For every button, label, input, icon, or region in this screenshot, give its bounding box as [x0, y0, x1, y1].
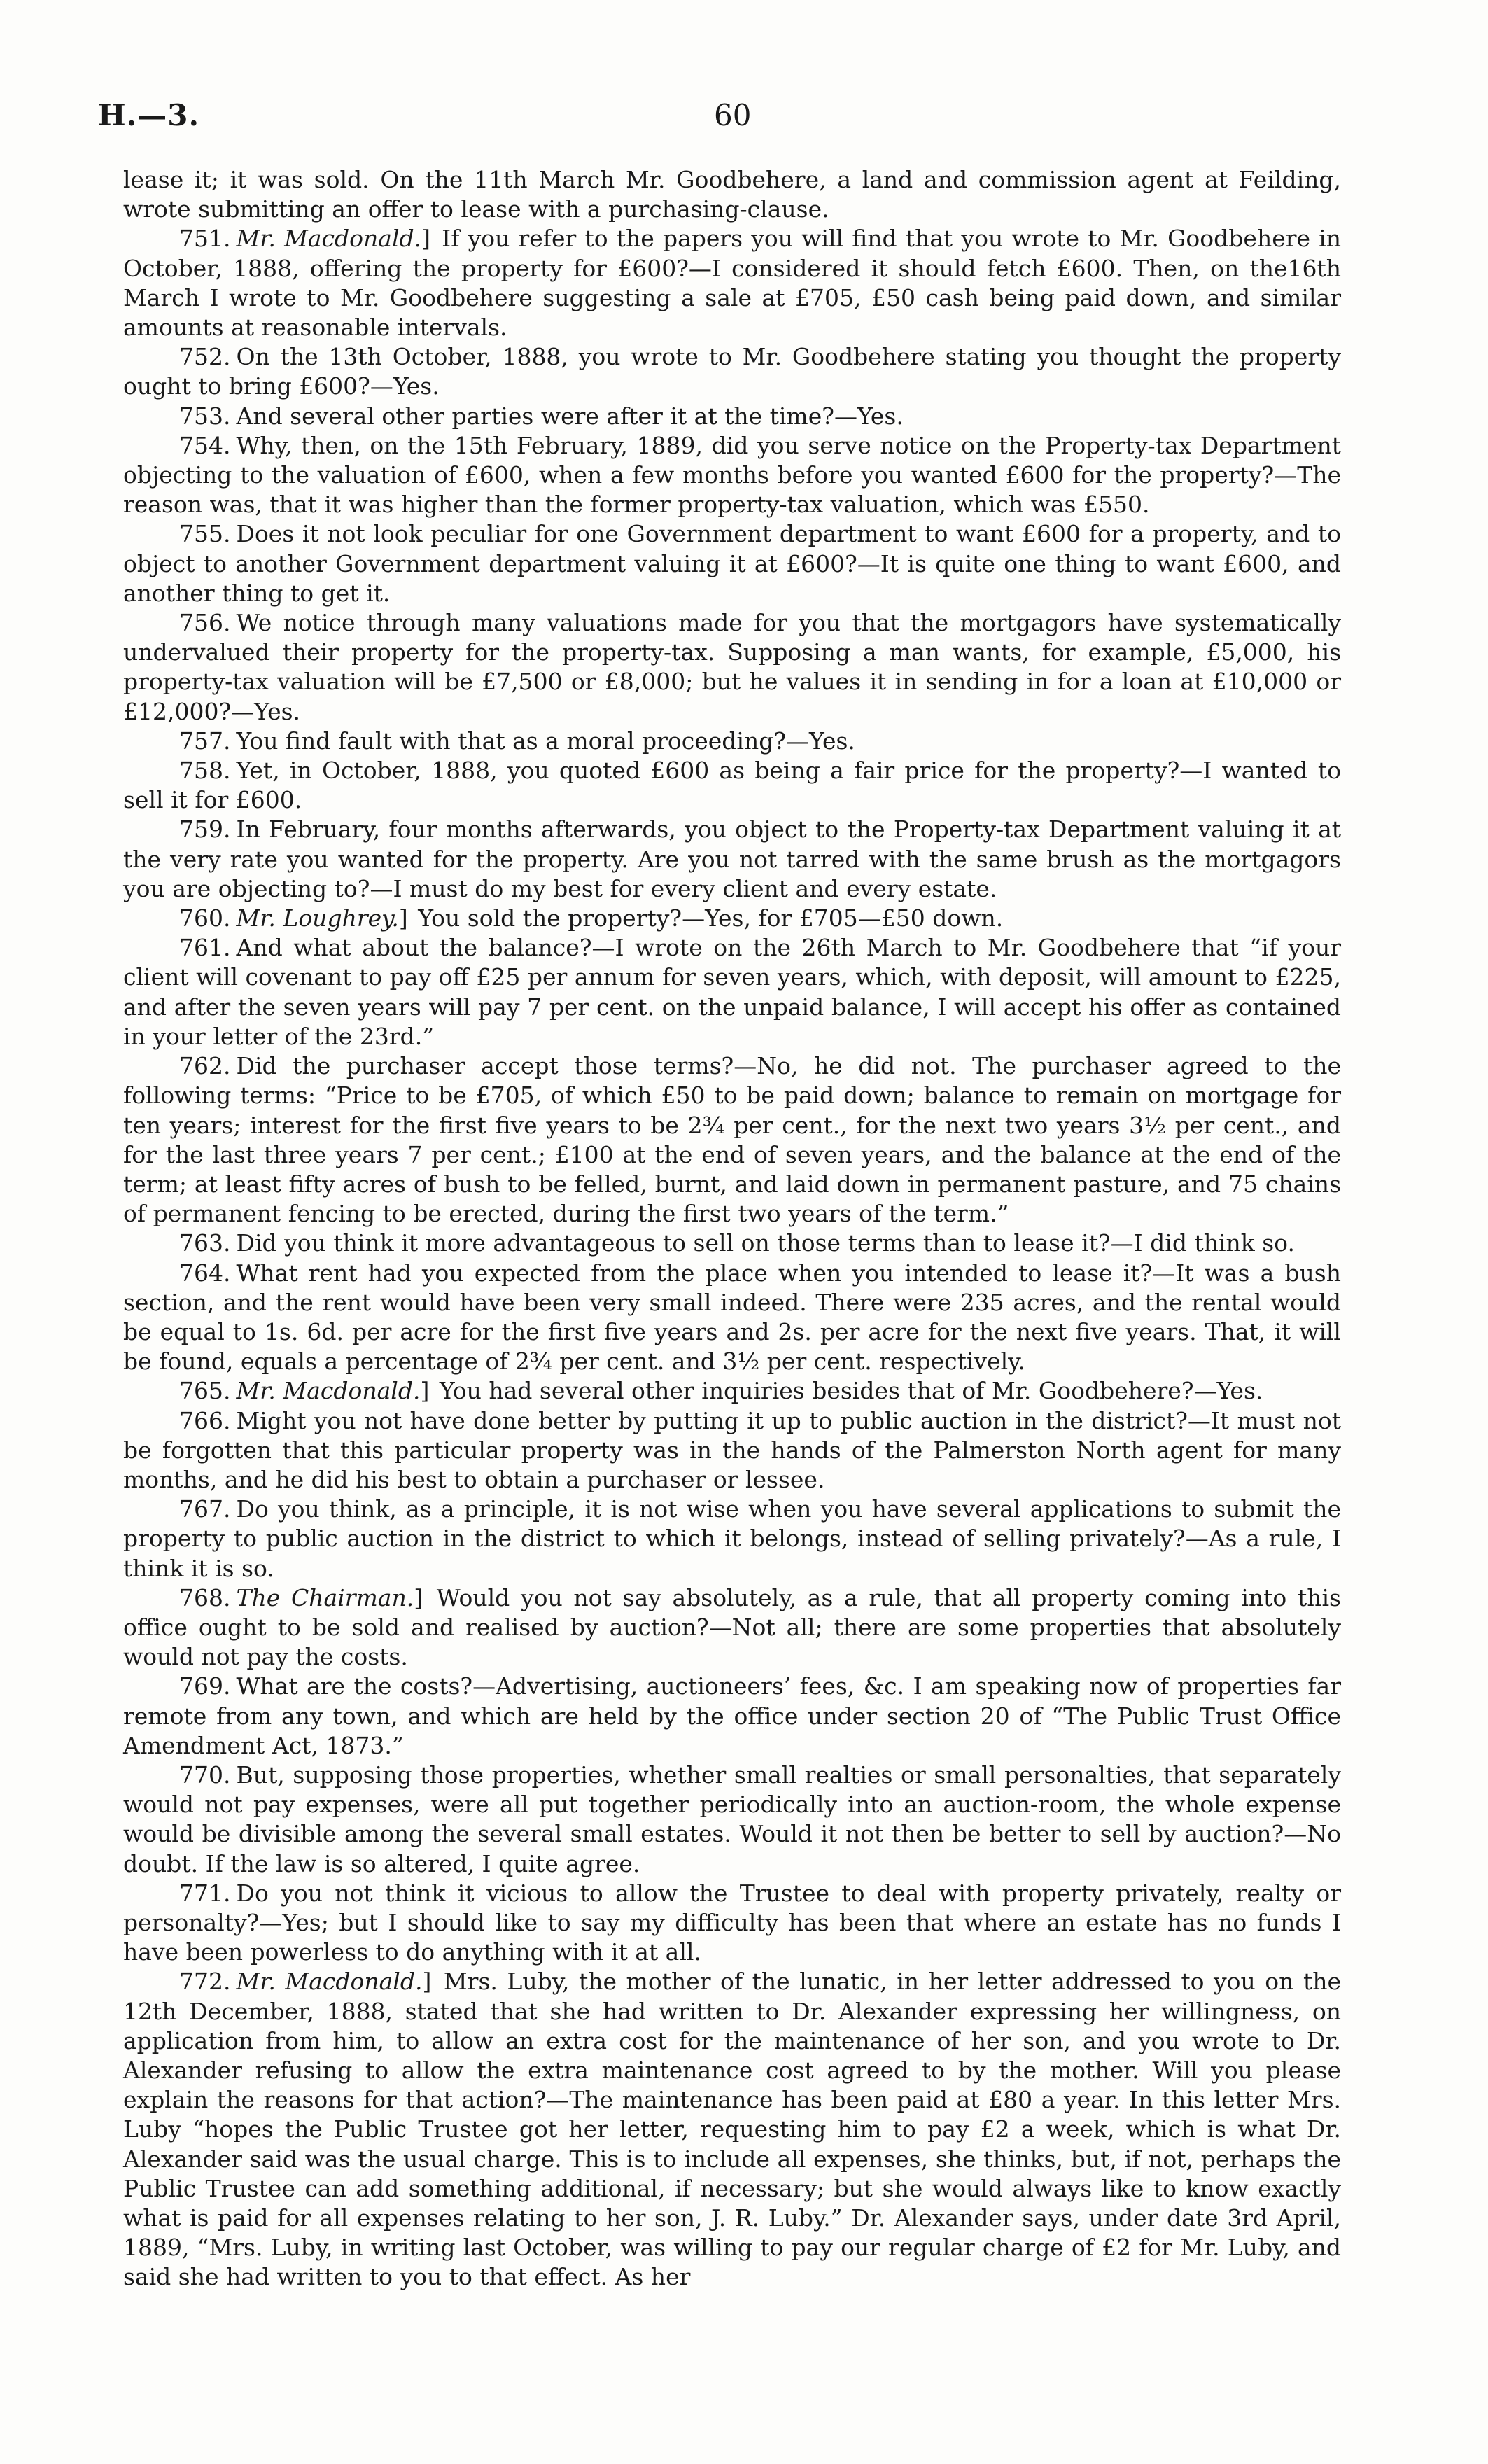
paragraph-text: Did you think it more advantageous to sell on those terms than to lease it?—I did think so.: [236, 1229, 1295, 1257]
speaker-bracket: ]: [420, 1377, 430, 1405]
paragraph: [123, 1259, 1341, 1377]
question-number: 759.: [179, 816, 231, 844]
paragraph-text: Might you not have done better by putting it up to public auction in the district?—It must not be forgotten that this particular property was in the hands of the Palmerston North agent for many months, and he did his best to obtain a purchaser or lessee.: [123, 1406, 1341, 1493]
question-number: 757.: [179, 727, 231, 755]
paragraph-text: You had several other inquiries besides that of Mr. Goodbehere?—Yes.: [439, 1377, 1263, 1405]
paragraph-text: On the 13th October, 1888, you wrote to Mr. Goodbehere stating you thought the property ought to bring £600?—Yes.: [123, 343, 1341, 400]
paragraph: [123, 224, 1341, 342]
question-number: 753.: [179, 402, 231, 430]
question-number: 765.: [179, 1377, 231, 1405]
speaker-bracket: ]: [414, 1583, 423, 1611]
paragraph: [123, 402, 1341, 431]
question-number: 754.: [179, 431, 231, 459]
page-header: [98, 98, 1358, 140]
series-reference: H.—3.: [98, 98, 200, 132]
question-number: 772.: [179, 1968, 231, 1996]
paragraph-text: And several other parties were after it at the time?—Yes.: [236, 402, 904, 430]
paragraph-text: What rent had you expected from the place when you intended to lease it?—It was a bush section, and the rent would have been very small indeed. There were 235 acres, and the rental would be equal to 1s. 6d. per acre for the first five years and 2s. per acre for the next five years. That, it will be found, equals a percentage of 2¾ per cent. and 3½ per cent. respectively.: [123, 1259, 1341, 1376]
document-body: [123, 165, 1341, 2292]
question-number: 771.: [179, 1879, 231, 1907]
paragraph: [123, 165, 1341, 224]
question-number: 767.: [179, 1495, 231, 1523]
paragraph: [123, 1228, 1341, 1258]
paragraph: [123, 933, 1341, 1051]
question-number: 760.: [179, 904, 231, 932]
paragraph-text: Mrs. Luby, the mother of the lunatic, in her letter addressed to you on the 12th December, 1888, stated that she had written to Dr. Alexander expressing her willingness, on application from him, to allow an extra cost for the maintenance of her son, and you wrote to Dr. Alexander refusing to allow the extra maintenance cost agreed to by the mother. Will you please explain the reasons for that action?—The maintenance has been paid at £80 a year. In this letter Mrs. Luby “hopes the Public Trustee got her letter, requesting him to pay £2 a week, which is what Dr. Alexander said was the usual charge. This is to include all expenses, she thinks, but, if not, perhaps the Public Trustee can add something additional, if necessary; but she would always like to know exactly what is paid for all expenses relating to her son, J. R. Luby.” Dr. Alexander says, under date 3rd April, 1889, “Mrs. Luby, in writing last October, was willing to pay our regular charge of £2 for Mr. Luby, and said she had written to you to that effect. As her: [123, 1968, 1341, 2291]
paragraph-text: We notice through many valuations made for you that the mortgagors have systematically undervalued their property for the property-tax. Supposing a man wants, for example, £5,000, his property-tax valuation will be £7,500 or £8,000; but he values it in sending in for a loan at £10,000 or £12,000?—Yes.: [123, 609, 1341, 725]
question-number: 751.: [179, 225, 231, 253]
question-number: 761.: [179, 934, 231, 962]
paragraph-text: In February, four months afterwards, you object to the Property-tax Department valuing it at the very rate you wanted for the property. Are you not tarred with the same brush as the mortgagors you are objecting to?—I must do my best for every client and every estate.: [123, 816, 1341, 902]
question-number: 756.: [179, 609, 231, 637]
paragraph: [123, 727, 1341, 756]
question-number: 764.: [179, 1259, 231, 1287]
paragraph-text: Do you think, as a principle, it is not wise when you have several applications to submit the property to public auction in the district to which it belongs, instead of selling privately?—As a rule, I think it is so.: [123, 1495, 1341, 1582]
paragraph-text: You sold the property?—Yes, for £705—£50 down.: [418, 904, 1004, 932]
paragraph-text: Yet, in October, 1888, you quoted £600 as being a fair price for the property?—I wanted to sell it for £600.: [123, 757, 1341, 814]
paragraph-text: Does it not look peculiar for one Government department to want £600 for a property, and to object to another Government department valuing it at £600?—It is quite one thing to want £600, and another thing to get it.: [123, 520, 1341, 607]
paragraph: [123, 1406, 1341, 1495]
paragraph: [123, 1494, 1341, 1583]
question-number: 762.: [179, 1052, 231, 1080]
paragraph-text: And what about the balance?—I wrote on the 26th March to Mr. Goodbehere that “if your client will covenant to pay off £25 per annum for seven years, which, with deposit, will amount to £225, and after the seven years will pay 7 per cent. on the unpaid balance, I will accept his offer as contained in your letter of the 23rd.”: [123, 934, 1341, 1050]
speaker-name: The Chairman.: [236, 1583, 414, 1611]
paragraph: [123, 519, 1341, 608]
paragraph-text: If you refer to the papers you will find that you wrote to Mr. Goodbehere in October, 1888, offering the property for £600?—I considered it should fetch £600. Then, on the16th March I wrote to Mr. Goodbehere suggesting a sale at £705, £50 cash being paid down, and similar amounts at reasonable intervals.: [123, 225, 1341, 342]
speaker-name: Mr. Macdonald.: [236, 1377, 421, 1405]
paragraph: [123, 1879, 1341, 1968]
paragraph: [123, 1051, 1341, 1228]
paragraph-text: You find fault with that as a moral proceeding?—Yes.: [236, 727, 855, 755]
paragraph-text: But, supposing those properties, whether small realties or small personalties, that separately would not pay expenses, were all put together periodically into an auction-room, the whole expense would be divisible among the several small estates. Would it not then be better to sell by auction?—No doubt. If the law is so altered, I quite agree.: [123, 1760, 1341, 1877]
paragraph: [123, 431, 1341, 520]
question-number: 770.: [179, 1760, 231, 1788]
paragraph: [123, 756, 1341, 815]
paragraph: [123, 1583, 1341, 1672]
question-number: 755.: [179, 520, 231, 548]
speaker-name: Mr. Loughrey.: [236, 904, 399, 932]
paragraph-text: Would you not say absolutely, as a rule, that all property coming into this office ought to be sold and realised by auction?—Not all; there are some properties that absolutely would not pay the costs.: [123, 1583, 1341, 1671]
paragraph: [123, 904, 1341, 933]
paragraph-text: lease it; it was sold. On the 11th March Mr. Goodbehere, a land and commission agent at Feilding, wrote submitting an offer to lease with a purchasing-clause.: [123, 166, 1341, 223]
speaker-name: Mr. Macdonald.: [236, 225, 422, 253]
paragraph-text: Why, then, on the 15th February, 1889, did you serve notice on the Property-tax Department objecting to the valuation of £600, when a few months before you wanted £600 for the property?—The reason was, that it was higher than the former property-tax valuation, which was £550.: [123, 431, 1341, 519]
paragraph-text: What are the costs?—Advertising, auctioneers’ fees, &c. I am speaking now of properties far remote from any town, and which are held by the office under section 20 of “The Public Trust Office Amendment Act, 1873.”: [123, 1672, 1341, 1759]
paragraph: [123, 342, 1341, 401]
question-number: 769.: [179, 1672, 231, 1700]
paragraph: [123, 1967, 1341, 2292]
paragraph: [123, 1376, 1341, 1406]
paragraph: [123, 1760, 1341, 1879]
question-number: 752.: [179, 343, 231, 371]
question-number: 763.: [179, 1229, 231, 1257]
speaker-name: Mr. Macdonald.: [236, 1968, 423, 1996]
paragraph: [123, 1672, 1341, 1760]
paragraph: [123, 608, 1341, 727]
paragraph-text: Did the purchaser accept those terms?—No, he did not. The purchaser agreed to the following terms: “Price to be £705, of which £50 to be paid down; balance to remain on mortgage for ten years; interest for the first five years to be 2¾ per cent., for the next two years 3½ per cent., and for the last three years 7 per cent.; £100 at the end of seven years, and the balance at the end of the term; at least fifty acres of bush to be felled, burnt, and laid down in permanent pasture, and 75 chains of permanent fencing to be erected, during the first two years of the term.”: [123, 1052, 1341, 1228]
page-number: 60: [714, 98, 752, 132]
speaker-bracket: ]: [398, 904, 408, 932]
speaker-bracket: ]: [422, 1968, 432, 1996]
speaker-bracket: ]: [421, 225, 430, 253]
question-number: 766.: [179, 1406, 231, 1434]
question-number: 758.: [179, 757, 231, 785]
paragraph-text: Do you not think it vicious to allow the Trustee to deal with property privately, realty or personalty?—Yes; but I should like to say my difficulty has been that where an estate has no funds I have been powerless to do anything with it at all.: [123, 1879, 1341, 1966]
paragraph: [123, 815, 1341, 904]
question-number: 768.: [179, 1583, 231, 1611]
